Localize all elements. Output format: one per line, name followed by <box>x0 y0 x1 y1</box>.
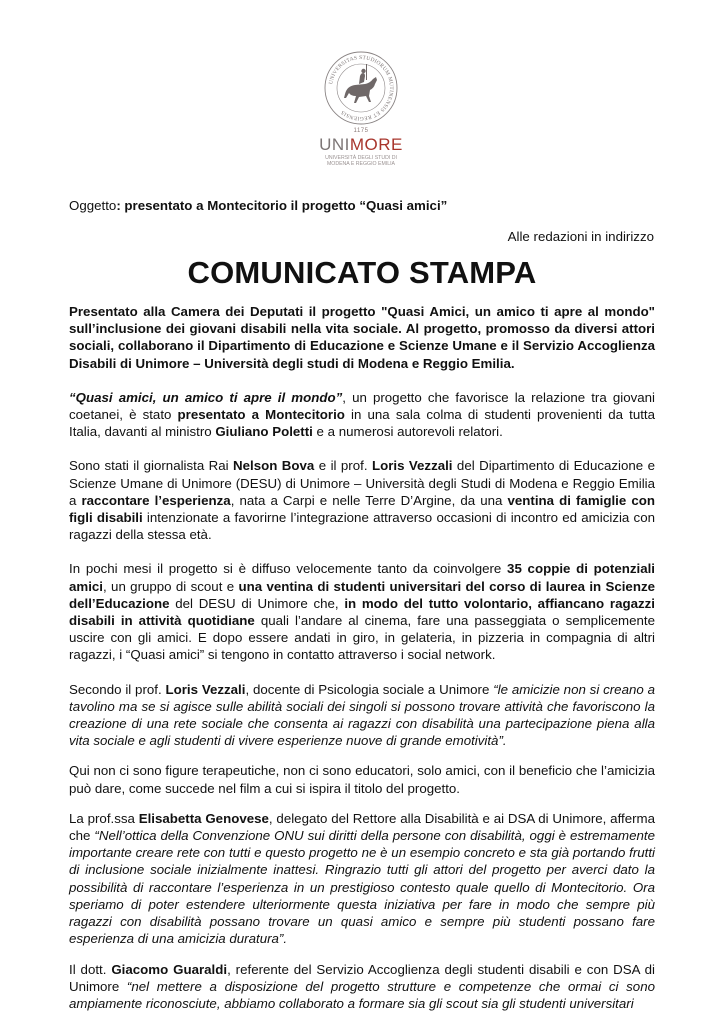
text-run: “le amicizie non si creano a tavolino ma se si agisce sulle abilità sociali dei singoli si possono trovare attività che favoriscono la creazione di una rete sociale che consenta ai ragazzi con disabilità una partecipazione piena alla vita sociale e agli studenti di vivere esperienze nuove di grande emotività”. <box>69 681 655 749</box>
text-run: intenzionate a favorirne l’integrazione attraverso occasioni di incontro ed amicizia con ragazzi della stessa età. <box>69 510 655 543</box>
text-run: in modo del tutto volontario, affiancano ragazzi disabili in attività quotidiane <box>69 595 655 629</box>
text-run: Loris Vezzali <box>165 681 246 697</box>
text-run: , delegato del Rettore alla Disabilità e ai DSA di Unimore, afferma che <box>69 810 656 844</box>
text-run: e il prof. <box>314 458 372 474</box>
seal-text: UNIVERSITAS STUDIORUM MUTINENSIS ET REGIENSIS <box>328 54 395 122</box>
text-run: del DESU di Unimore che, <box>169 595 345 611</box>
text-run: , un progetto che favorisce la relazione tra giovani coetanei, è stato <box>69 389 655 423</box>
page-title: COMUNICATO STAMPA <box>187 255 537 290</box>
text-run: “Nell’ottica della Convenzione ONU sui diritti della persone con disabilità, oggi è estremamente importante creare rete con tutti e questo progetto ne è un esempio concreto e sta già portando frutti di inclusione sociale inizialmente inattesi. Ringrazio tutti gli attori del progetto per averci dato la possibilità di raccontare l’esperienza in un prestigioso contesto quale quello di Montecitorio. Ora speriamo di poter estendere ulteriormente questa iniziativa per fare in modo che sempre più ragazzi con disabilità possano trovare un quasi amico e sempre più studenti possano fare esperienza di una amicizia duratura”. <box>69 828 655 947</box>
text-run: , docente di Psicologia sociale a Unimore <box>245 681 494 697</box>
text-run: , nata a Carpi e nelle Terre D’Argine, da una <box>230 492 508 508</box>
text-run: Giacomo Guaraldi <box>111 961 228 977</box>
text-run: una ventina di studenti universitari del corso di laurea in Scienze dell’Educazione <box>69 578 655 611</box>
text-run: Elisabetta Genovese <box>138 810 269 826</box>
paragraph-5: Qui non ci sono figure terapeutiche, non ci sono educatori, solo amici, con il beneficio che l’amicizia può dare, come succede nel film a cui si ispira il titolo del progetto. <box>69 763 655 796</box>
text-run: Sono stati il giornalista Rai <box>69 458 234 474</box>
text-run: ventina di famiglie con figli disabili <box>69 492 655 526</box>
text-run: Secondo il prof. <box>69 681 166 697</box>
text-run: , un gruppo di scout e <box>103 578 239 594</box>
text-run: La prof.ssa <box>69 810 139 826</box>
university-seal-icon <box>323 50 399 126</box>
text-run: “nel mettere a disposizione del progetto strutture e competenze che ormai ci sono ampiamente riconosciute, abbiamo collaborato a formare sia gli scout sia gli studenti universitari <box>69 978 655 1011</box>
paragraph-3 <box>69 560 655 663</box>
text-run: Nelson Bova <box>233 458 315 474</box>
text-run: Giuliano Poletti <box>215 424 313 440</box>
text-run: del Dipartimento di Educazione e Scienze Umane di Unimore (DESU) di Unimore – Università degli Studi di Modena e Reggio Emilia a <box>69 458 655 508</box>
text-run: , referente del Servizio Accoglienza degli studenti disabili e con DSA di Unimore <box>69 961 655 994</box>
subject-line <box>69 198 447 213</box>
text-run: raccontare l’esperienza <box>81 492 231 508</box>
paragraph-7 <box>69 961 655 1013</box>
lead-paragraph: Presentato alla Camera dei Deputati il progetto "Quasi Amici, un amico ti apre al mondo" sull’inclusione dei giovani disabili nella vita sociale. Al progetto, promosso da diversi attori sociali, collaborano il Dipartimento di Educazione e Scienze Umane e il Servizio Accoglienza Disabili di Unimore – Università degli studi di Modena e Reggio Emilia. <box>69 304 655 371</box>
subject-text: : presentato a Montecitorio il progetto “Quasi amici” <box>116 198 448 213</box>
logo-subtitle-line2: MODENA E REGGIO EMILIA <box>326 161 396 168</box>
text-run: quali l’andare al cinema, fare una passeggiata o semplicemente uscire con gli amici. E dopo essere andati in giro, in gelateria, in pizzeria in compagnia di altri ragazzi, i “Quasi amici” si tengono in contatto attraverso i social network. <box>69 613 655 663</box>
brand-more: MORE <box>349 135 403 154</box>
logo-year: 1175 <box>353 128 369 134</box>
logo-subtitle <box>318 155 404 167</box>
logo-subtitle-line1: UNIVERSITÀ DEGLI STUDI DI <box>325 155 397 161</box>
brand-uni: UNI <box>319 135 350 154</box>
press-release-body <box>69 303 655 1012</box>
text-run: Loris Vezzali <box>371 458 453 474</box>
recipients-line: Alle redazioni in indirizzo <box>507 229 654 244</box>
text-run: In pochi mesi il progetto si è diffuso velocemente tanto da coinvolgere <box>69 561 508 577</box>
subject-label: Oggetto <box>69 198 117 213</box>
paragraph-1 <box>69 389 655 441</box>
logo-brand <box>318 136 404 154</box>
text-run: e a numerosi autorevoli relatori. <box>312 424 503 440</box>
paragraph-2 <box>69 457 655 543</box>
paragraph-4 <box>69 681 655 750</box>
text-run: in una sala colma di studenti provenienti da tutta Italia, davanti al ministro <box>69 407 656 440</box>
text-run: 35 coppie di potenziali amici <box>69 561 655 594</box>
unimore-logo <box>318 50 404 167</box>
paragraph-6 <box>69 810 655 948</box>
text-run: presentato a Montecitorio <box>177 407 345 423</box>
text-run: Il dott. <box>69 961 112 977</box>
text-run: “Quasi amici, un amico ti apre il mondo” <box>69 389 343 405</box>
